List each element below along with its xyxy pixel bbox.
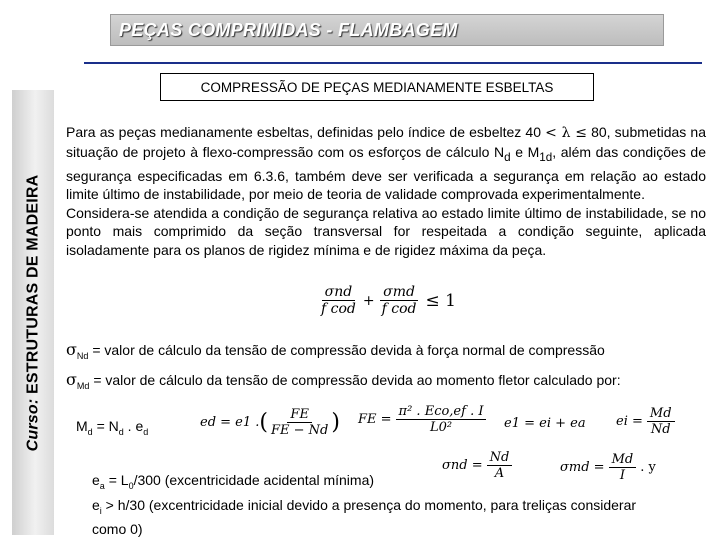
page-title: PEÇAS COMPRIMIDAS - FLAMBAGEM [119,20,458,40]
note-ei: $e_i > h/30$ (excentricidade inicial devido a presença do momento, para treliças considerar como 0) [92,497,637,537]
title-divider [84,62,702,64]
body-text [66,123,706,259]
note-ea: $e_a = L_0/300$ (excentricidade acidental mínima) [92,472,375,491]
course-label: Curso: ESTRUTURAS DE MADEIRA [24,174,42,451]
definition-sigma-md: $\sigma_{Md}$ = valor de cálculo da tensão de compressão devida ao momento fletor calculado por: [66,370,621,391]
safety-condition-formula: $\frac{\text{σnd}}{\text{f cod}}$ + $\frac{\text{σmd}}{\text{f cod}}$ ≤ 1 [321,284,456,317]
sigma-nd-formula: σnd = $\frac{Nd}{A}$ [442,450,512,481]
ei-formula: ei = $\frac{Md}{Nd}$ [616,406,675,437]
title-banner [110,14,664,46]
paragraph-1: Para as peças medianamente esbeltas, definidas pelo índice de esbeltez 40 < λ ≤ 80, submetidas na situação de projeto à flexo-compressão com os esforços de cálculo $N_d$ e $M_{1d}$, além das condições de segurança especificadas em 6.3.6, também deve ser verificada a segurança em relação ao estado limite último de instabilidade, por meio de teoria de validade comprovada experimentalmente. [66,124,707,203]
section-subtitle: COMPRESSÃO DE PEÇAS MEDIANAMENTE ESBELTAS [160,73,594,101]
definition-sigma-nd: $\sigma_{Nd}$ = valor de cálculo da tensão de compressão devida à força normal de compressão [66,340,605,361]
fe-formula: FE = $\frac{\text{π² . Eco,ef . I}}{\text{L0²}}$ [358,404,486,435]
e1-formula: e1 = ei + ea [504,416,586,431]
ed-formula: ed = e1 . ( $\frac{FE}{FE - Nd}$ ) [200,407,340,438]
sigma-md-formula: σmd = $\frac{Md}{I}$ . y [560,452,656,483]
paragraph-2: Considera-se atendida a condição de segurança relativa ao estado limite último de instabilidade, se no ponto mais comprimido da seção transversal for respeitada a condição seguinte, aplicada isoladamente para os planos de rigidez mínima e de rigidez máxima da peça. [66,204,706,258]
moment-formula: $M_d = N_d$ . $e_d$ [76,418,149,437]
